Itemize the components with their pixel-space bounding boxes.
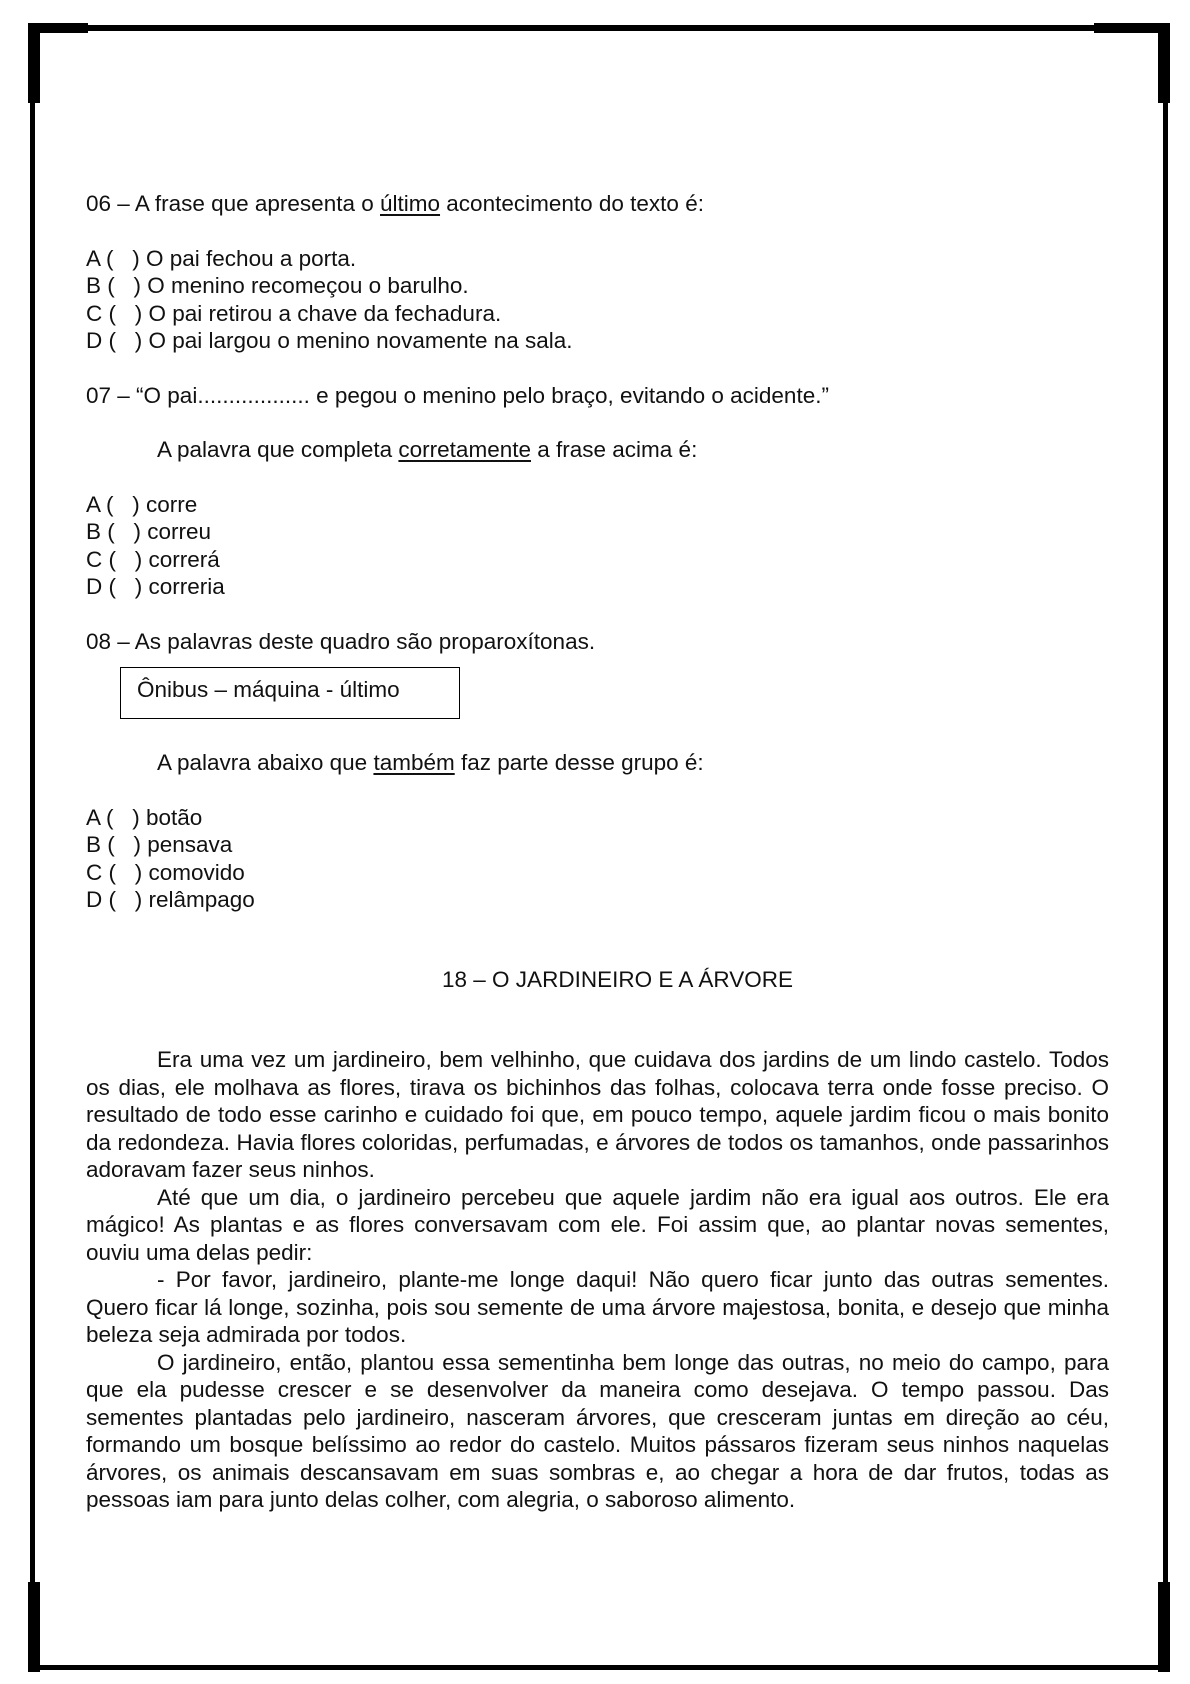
frame-bottom-border xyxy=(30,1665,1168,1670)
question-08-statement: 08 – As palavras deste quadro são proparoxítonas. xyxy=(86,628,596,654)
option-c[interactable]: C ( ) comovido xyxy=(86,859,245,885)
story-paragraph: - Por favor, jardineiro, plante-me longe daqui! Não quero ficar junto das outras sementes. Quero ficar lá longe, sozinha, pois sou semente de uma árvore majestosa, bonita, e desejo que minha beleza seja admirada por todos. xyxy=(86,1267,1109,1347)
option-d[interactable]: D ( ) relâmpago xyxy=(86,887,255,912)
story-paragraph: Até que um dia, o jardineiro percebeu que aquele jardim não era igual aos outros. Ele era mágico! As plantas e as flores conversavam com ele. Foi assim que, ao plantar novas sementes, ouviu uma delas pedir: xyxy=(86,1184,1109,1265)
question-06-statement xyxy=(86,190,1109,218)
option-c[interactable]: C ( ) correrá xyxy=(86,546,220,572)
option-c[interactable]: C ( ) O pai retirou a chave da fechadura. xyxy=(86,300,502,326)
option-d[interactable]: D ( ) correria xyxy=(86,574,225,599)
frame-right-border xyxy=(1163,25,1168,1670)
option-a[interactable]: A ( ) corre xyxy=(86,491,198,517)
frame-top-border xyxy=(30,25,1168,31)
option-a[interactable]: A ( ) O pai fechou a porta. xyxy=(86,245,357,271)
option-b[interactable]: B ( ) pensava xyxy=(86,832,233,857)
word-box-text: Ônibus – máquina - último xyxy=(137,677,400,702)
frame-corner-bottom-right xyxy=(1158,1582,1170,1672)
question-07-statement: 07 – “O pai.................. e pegou o menino pelo braço, evitando o acidente.” xyxy=(86,382,829,408)
frame-corner-top-left xyxy=(28,23,40,103)
option-a[interactable]: A ( ) botão xyxy=(86,804,203,830)
instruction-text: a frase acima é: xyxy=(537,437,698,462)
question-text: acontecimento do texto é: xyxy=(446,191,704,216)
question-text: A frase que apresenta o xyxy=(134,191,374,216)
instruction-text: faz parte desse grupo é: xyxy=(460,750,704,775)
story-paragraph: O jardineiro, então, plantou essa sementinha bem longe das outras, no meio do campo, para que ela pudesse crescer e se desenvolver da maneira como desejava. O tempo passou. Das sementes plantadas pelo jardineiro, nasceram árvores, que cresceram juntas em direção ao céu, formando um bosque belíssimo ao redor do castelo. Muitos pássaros fizeram seus ninhos naquelas árvores, os animais descansavam em suas sombras e, ao chegar a hora de dar frutos, todas as pessoas iam para junto delas colher, com alegria, o saboroso alimento. xyxy=(86,1349,1109,1512)
story-title: 18 – O JARDINEIRO E A ÁRVORE xyxy=(442,966,793,992)
instruction-text: A palavra que completa xyxy=(157,437,393,462)
question-07-instruction xyxy=(86,436,1109,464)
underlined-word: também xyxy=(373,750,455,775)
frame-corner-top-right xyxy=(1158,23,1170,103)
underlined-word: corretamente xyxy=(398,437,531,462)
option-b[interactable]: B ( ) correu xyxy=(86,519,212,544)
instruction-text: A palavra abaixo que xyxy=(157,750,368,775)
question-number: 06 – xyxy=(86,191,130,216)
underlined-word: último xyxy=(380,191,441,216)
word-box xyxy=(120,667,460,719)
frame-corner-top-left-h xyxy=(28,23,88,33)
story-paragraph: Era uma vez um jardineiro, bem velhinho, que cuidava dos jardins de um lindo castelo. Todos os dias, ele molhava as flores, tirava os bichinhos das folhas, colocava terra onde fosse preciso. O resultado de todo esse carinho e cuidado foi que, em pouco tempo, aquele jardim ficou o mais bonito da redondeza. Havia flores coloridas, perfumadas, e árvores de todos os tamanhos, onde passarinhos adoravam fazer seus ninhos. xyxy=(86,1047,1109,1182)
frame-corner-top-right-h xyxy=(1094,23,1170,33)
question-08-instruction xyxy=(86,749,1109,777)
frame-left-border xyxy=(30,25,35,1670)
option-d[interactable]: D ( ) O pai largou o menino novamente na sala. xyxy=(86,328,573,353)
option-b[interactable]: B ( ) O menino recomeçou o barulho. xyxy=(86,273,469,298)
page-content xyxy=(86,190,1109,1514)
frame-corner-bottom-left xyxy=(28,1582,40,1672)
story-body xyxy=(86,1046,1109,1514)
